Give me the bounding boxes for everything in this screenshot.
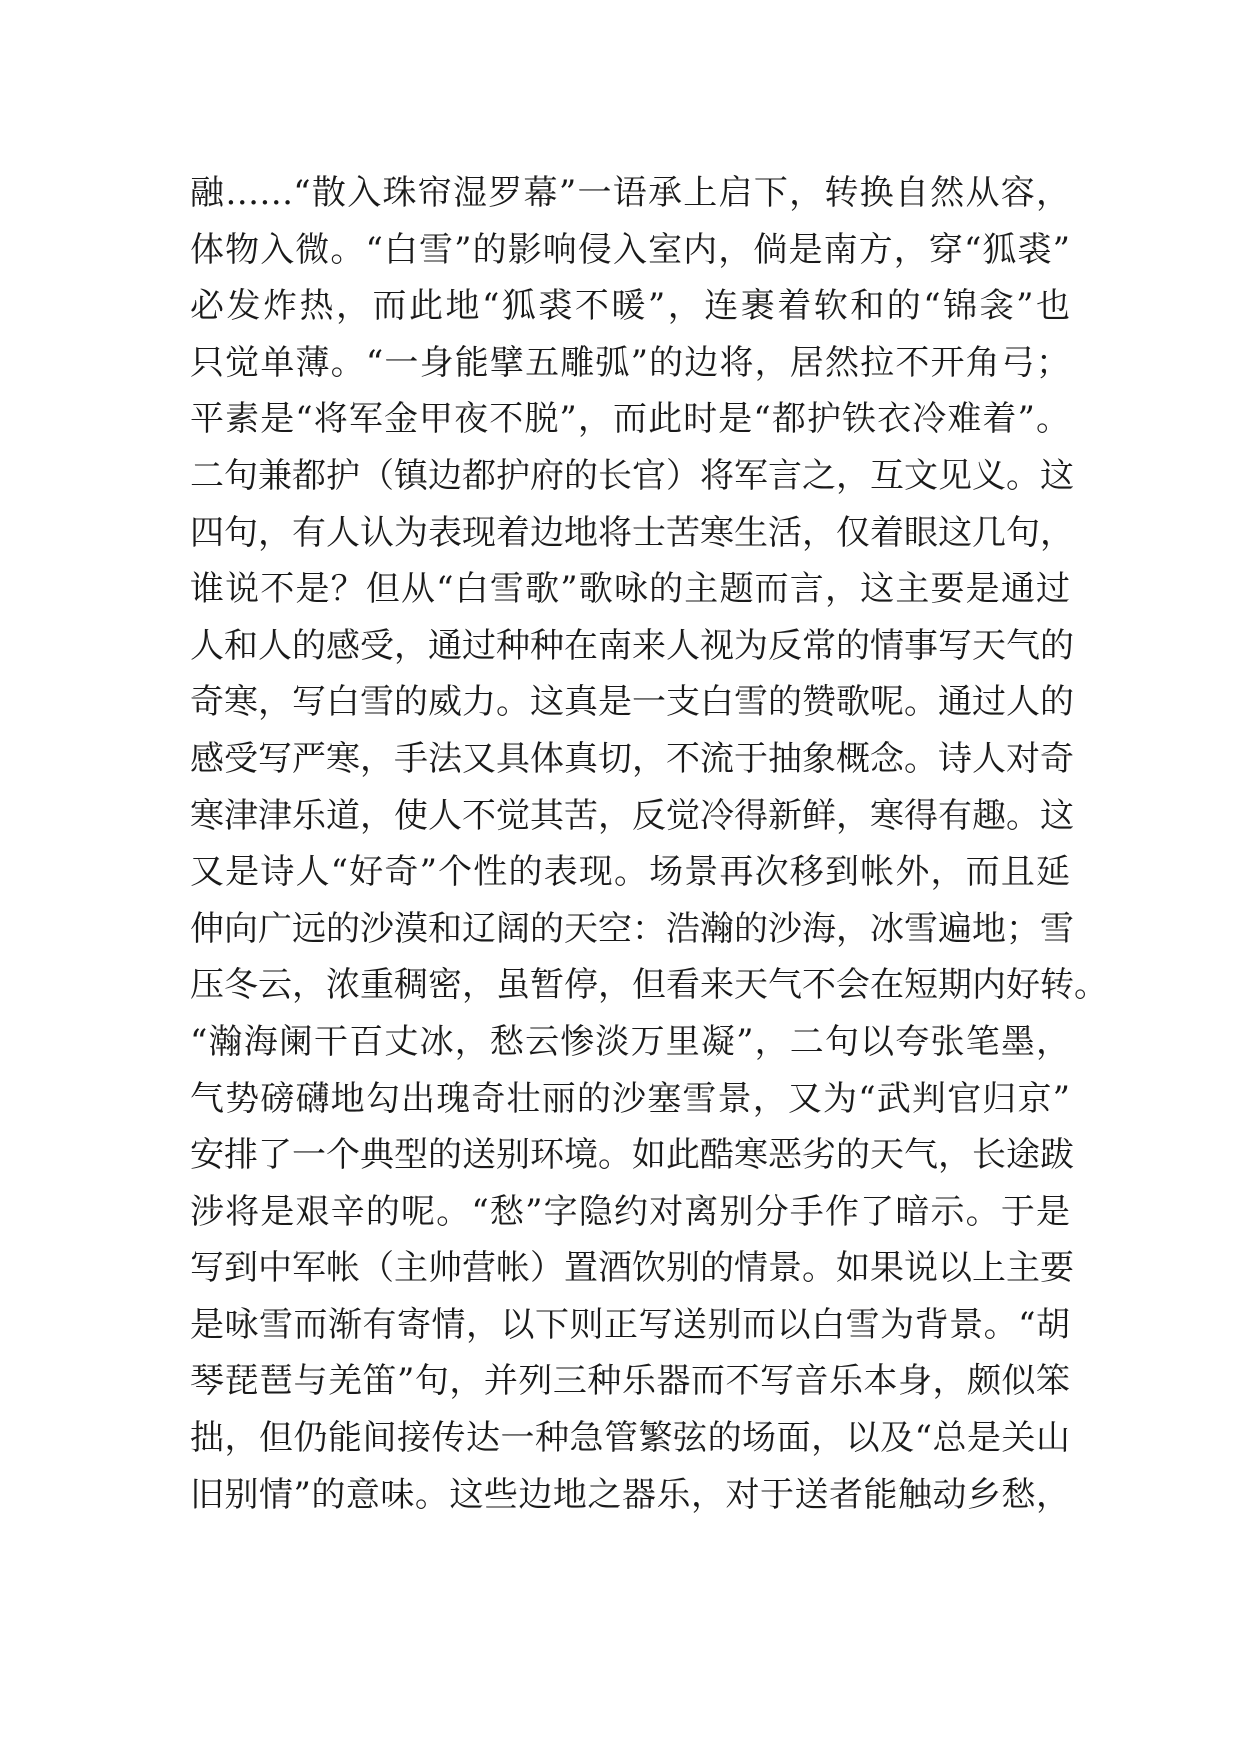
text-line: 安排了一个典型的送别环境。如此酷寒恶劣的天气，长途跋 (190, 1135, 1074, 1176)
text-line: 四句，有人认为表现着边地将士苦寒生活，仅着眼这几句， (190, 512, 1074, 553)
body-text (190, 165, 1108, 1523)
text-line: 拙，但仍能间接传达一种急管繁弦的场面，以及“总是关山 (190, 1418, 1070, 1459)
text-line: 压冬云，浓重稠密，虽暂停，但看来天气不会在短期内好转。 (190, 965, 1108, 1006)
text-line: 琴琵琶与羌笛”句，并列三种乐器而不写音乐本身，颇似笨 (190, 1361, 1070, 1402)
text-line: 只觉单薄。“一身能擘五雕弧”的边将，居然拉不开角弓； (190, 342, 1070, 383)
text-line: 谁说不是？但从“白雪歌”歌咏的主题而言，这主要是通过 (190, 569, 1070, 610)
text-line: 写到中军帐（主帅营帐）置酒饮别的情景。如果说以上主要 (190, 1248, 1074, 1289)
text-line: 人和人的感受，通过种种在南来人视为反常的情事写天气的 (190, 625, 1074, 666)
text-line: 体物入微。“白雪”的影响侵入室内，倘是南方，穿“狐裘” (190, 229, 1070, 270)
text-line: 融……“散入珠帘湿罗幕”一语承上启下，转换自然从容， (190, 173, 1070, 213)
text-line: 是咏雪而渐有寄情，以下则正写送别而以白雪为背景。“胡 (190, 1304, 1070, 1345)
text-line: 伸向广远的沙漠和辽阔的天空：浩瀚的沙海，冰雪遍地；雪 (190, 908, 1074, 949)
text-line: 寒津津乐道，使人不觉其苦，反觉冷得新鲜，寒得有趣。这 (190, 795, 1074, 836)
text-line: 旧别情”的意味。这些边地之器乐，对于送者能触动乡愁， (190, 1474, 1070, 1515)
text-line: “瀚海阑干百丈冰，愁云惨淡万里凝”，二句以夸张笔墨， (190, 1021, 1070, 1062)
text-line: 气势磅礴地勾出瑰奇壮丽的沙塞雪景，又为“武判官归京” (190, 1078, 1070, 1119)
text-line: 必发炸热，而此地“狐裘不暖”，连裹着软和的“锦衾”也 (190, 286, 1070, 327)
text-line: 涉将是艰辛的呢。“愁”字隐约对离别分手作了暗示。于是 (190, 1191, 1070, 1232)
text-line: 又是诗人“好奇”个性的表现。场景再次移到帐外，而且延 (190, 852, 1070, 893)
text-line: 平素是“将军金甲夜不脱”，而此时是“都护铁衣冷难着”。 (190, 399, 1070, 440)
text-line: 感受写严寒，手法又具体真切，不流于抽象概念。诗人对奇 (190, 738, 1074, 779)
text-line: 奇寒，写白雪的威力。这真是一支白雪的赞歌呢。通过人的 (190, 682, 1074, 723)
text-line: 二句兼都护（镇边都护府的长官）将军言之，互文见义。这 (190, 455, 1074, 496)
